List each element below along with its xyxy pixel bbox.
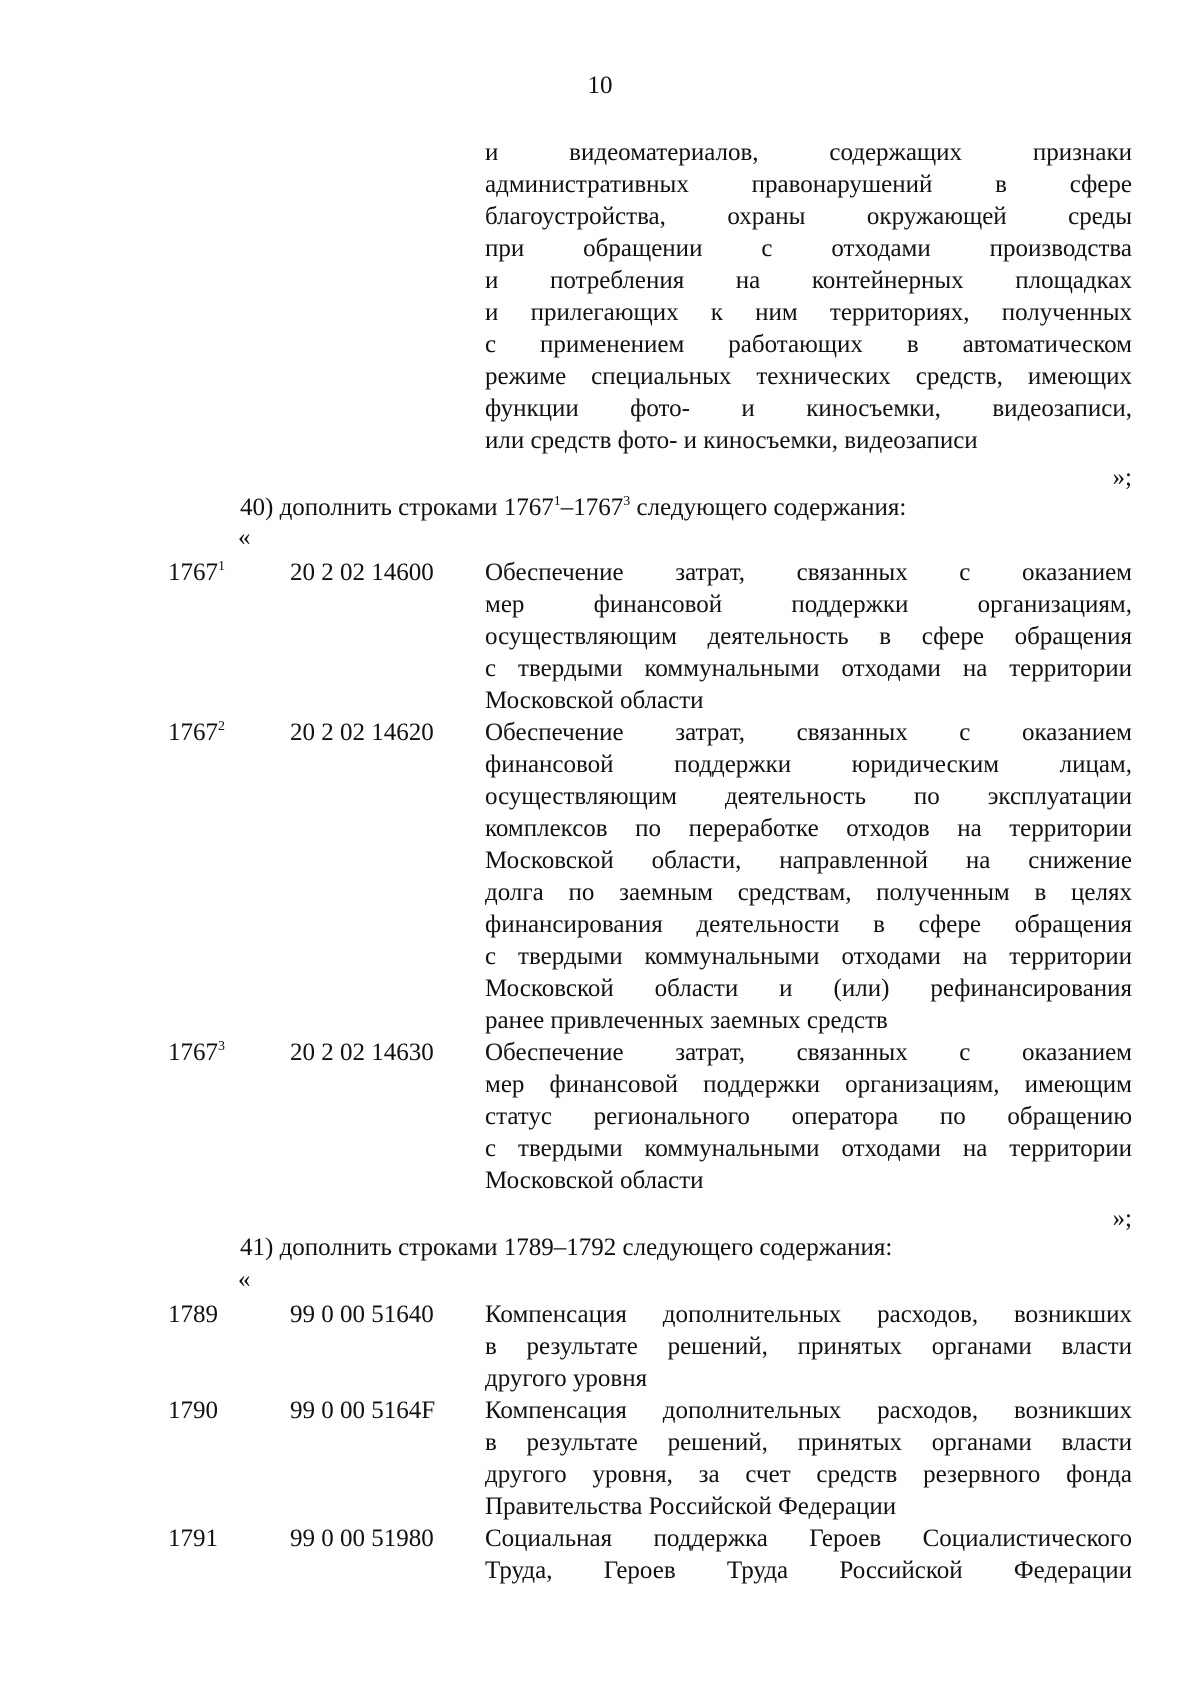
text-line: в результате решений, принятых органами власти: [485, 1429, 1132, 1456]
text-line: Обеспечение затрат, связанных с оказанием: [485, 1039, 1132, 1066]
text-line: и видеоматериалов, содержащих признаки: [485, 139, 1132, 166]
superscript: 1: [218, 559, 225, 574]
row-number: 1789: [168, 1301, 218, 1328]
row-description: [485, 557, 1132, 717]
text-line: Труда, Героев Труда Российской Федерации: [485, 1557, 1132, 1584]
budget-code: 99 0 00 5164F: [290, 1397, 436, 1424]
item-40-suffix: следующего содержания:: [630, 494, 907, 521]
text-line: Обеспечение затрат, связанных с оказанием: [485, 719, 1132, 746]
text-line: осуществляющим деятельность по эксплуатации: [485, 783, 1132, 810]
budget-code: 99 0 00 51640: [290, 1301, 434, 1328]
row-description: [485, 1037, 1132, 1197]
superscript: 3: [218, 1039, 225, 1054]
text-line: при обращении с отходами производства: [485, 235, 1132, 262]
superscript: 2: [218, 719, 225, 734]
text-line: финансирования деятельности в сфере обращения: [485, 911, 1132, 938]
text-line: статус регионального оператора по обращению: [485, 1103, 1132, 1130]
row-description: [485, 1299, 1132, 1395]
text-line: мер финансовой поддержки организациям, имеющим: [485, 1071, 1132, 1098]
text-line: функции фото- и киносъемки, видеозаписи,: [485, 395, 1132, 422]
opening-quote: «: [238, 1266, 251, 1293]
row-description: [485, 717, 1132, 1037]
item-40-mid: –1767: [560, 494, 624, 521]
closing-quote: »;: [1112, 1205, 1132, 1232]
text-line: Компенсация дополнительных расходов, возникших: [485, 1301, 1132, 1328]
row-description: [485, 1523, 1132, 1587]
text-line: Московской области: [485, 687, 704, 714]
closing-quote: »;: [1112, 464, 1132, 491]
row-number: 1767$^1$: [168, 559, 225, 586]
budget-code: 20 2 02 14620: [290, 719, 434, 746]
text-line: административных правонарушений в сфере: [485, 171, 1132, 198]
budget-code: 20 2 02 14630: [290, 1039, 434, 1066]
budget-code: 20 2 02 14600: [290, 559, 434, 586]
text-line: Московской области: [485, 1167, 704, 1194]
row-number: 1767$^2$: [168, 719, 225, 746]
text-line: другого уровня, за счет средств резервного фонда: [485, 1461, 1132, 1488]
text-line: Московской области, направленной на снижение: [485, 847, 1132, 874]
text-line: в результате решений, принятых органами власти: [485, 1333, 1132, 1360]
row-number: 1790: [168, 1397, 218, 1424]
text-line: мер финансовой поддержки организациям,: [485, 591, 1132, 618]
text-line: ранее привлеченных заемных средств: [485, 1007, 888, 1034]
text-line: осуществляющим деятельность в сфере обращения: [485, 623, 1132, 650]
text-line: с твердыми коммунальными отходами на территории: [485, 1135, 1132, 1162]
item-40-heading: [240, 492, 1140, 524]
text-line: другого уровня: [485, 1365, 648, 1392]
superscript: 3: [623, 494, 631, 509]
item-41-heading: 41) дополнить строками 1789–1792 следующего содержания:: [240, 1234, 893, 1261]
budget-code: 99 0 00 51980: [290, 1525, 434, 1552]
text-line: Правительства Российской Федерации: [485, 1493, 897, 1520]
text-line: Социальная поддержка Героев Социалистического: [485, 1525, 1132, 1552]
text-line: долга по заемным средствам, полученным в целях: [485, 879, 1132, 906]
text-line: благоустройства, охраны окружающей среды: [485, 203, 1132, 230]
text-line: с твердыми коммунальными отходами на территории: [485, 655, 1132, 682]
text-line: Обеспечение затрат, связанных с оказанием: [485, 559, 1132, 586]
superscript: 1: [553, 494, 561, 509]
text-line: комплексов по переработке отходов на территории: [485, 815, 1132, 842]
text-line: с применением работающих в автоматическом: [485, 331, 1132, 358]
text-line: финансовой поддержки юридическим лицам,: [485, 751, 1132, 778]
text-line: Московской области и (или) рефинансирования: [485, 975, 1132, 1002]
page-number: 10: [587, 72, 613, 99]
text-line: и прилегающих к ним территориях, полученных: [485, 299, 1132, 326]
continued-description: [485, 137, 1132, 457]
opening-quote: «: [238, 524, 251, 551]
row-description: [485, 1395, 1132, 1523]
text-line: или средств фото- и киносъемки, видеозаписи: [485, 427, 978, 454]
text-line: режиме специальных технических средств, имеющих: [485, 363, 1132, 390]
text-line: с твердыми коммунальными отходами на территории: [485, 943, 1132, 970]
text-line: Компенсация дополнительных расходов, возникших: [485, 1397, 1132, 1424]
item-40-prefix: 40) дополнить строками 1767: [240, 494, 554, 521]
text-line: и потребления на контейнерных площадках: [485, 267, 1132, 294]
row-number: 1767$^3$: [168, 1039, 225, 1066]
row-number: 1791: [168, 1525, 218, 1552]
